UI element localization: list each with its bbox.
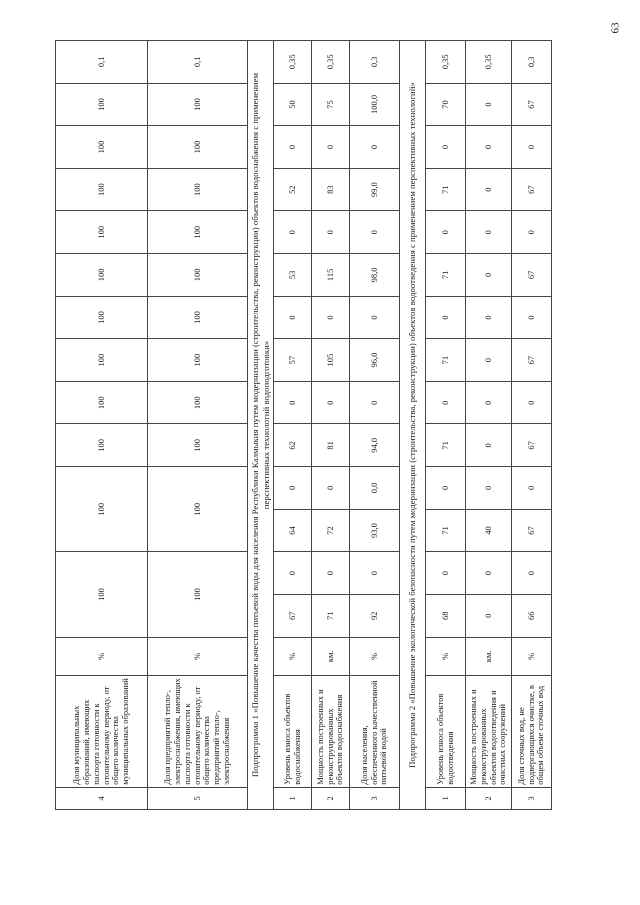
value-cell: 100: [56, 126, 148, 169]
value-cell: 0: [274, 381, 312, 424]
row-number: 3: [350, 787, 400, 809]
indicator-name: Уровень износа объектов водоснабжения: [274, 676, 312, 788]
value-cell: 0,3: [350, 41, 400, 84]
value-cell: 0: [466, 211, 512, 254]
value-cell: 67: [274, 594, 312, 637]
value-cell: 0: [274, 211, 312, 254]
value-cell: 0: [426, 467, 466, 510]
indicator-name: Доля сточных вод, не подвергающихся очистке, в общем объеме сточных вод: [512, 676, 552, 788]
row-number: 5: [148, 787, 248, 809]
value-cell: 0: [466, 594, 512, 637]
value-cell: 0: [512, 467, 552, 510]
value-cell: 100: [148, 552, 248, 637]
value-cell: 71: [426, 168, 466, 211]
value-cell: 71: [426, 254, 466, 297]
subprogram-title: Подпрограмма 2 «Повышение экологической безопасности путем модернизации (строительства, реконструкции) объектов водоотведения с применением перспективных технологий»: [400, 41, 426, 810]
value-cell: 100: [148, 467, 248, 552]
indicator-name: Доля предприятий тепло-, электроснабжения, имеющих паспорта готовности к отопительному периоду, от общего количества предприятий тепло-, электроснабжения: [148, 676, 248, 788]
unit-cell: %: [148, 637, 248, 676]
value-cell: 0: [274, 296, 312, 339]
value-cell: 100,0: [350, 83, 400, 126]
value-cell: 71: [312, 594, 350, 637]
value-cell: 0: [426, 211, 466, 254]
value-cell: 100: [148, 126, 248, 169]
value-cell: 67: [512, 339, 552, 382]
table-row: [148, 41, 248, 810]
value-cell: 98,0: [350, 254, 400, 297]
value-cell: 67: [512, 83, 552, 126]
value-cell: 0: [312, 381, 350, 424]
indicator-name: Мощность построенных и реконструированных объектов водоснабжения: [312, 676, 350, 788]
value-cell: 0: [466, 552, 512, 595]
value-cell: 0: [350, 296, 400, 339]
value-cell: 0: [466, 296, 512, 339]
indicator-name: Уровень износа объектов водоотведения: [426, 676, 466, 788]
value-cell: 0: [312, 552, 350, 595]
value-cell: 57: [274, 339, 312, 382]
value-cell: 0: [312, 296, 350, 339]
value-cell: 100: [56, 424, 148, 467]
value-cell: 71: [426, 339, 466, 382]
table-row: [426, 41, 466, 810]
table-row: [350, 41, 400, 810]
value-cell: 100: [148, 168, 248, 211]
value-cell: 0: [466, 467, 512, 510]
value-cell: 100: [148, 211, 248, 254]
value-cell: 0,35: [274, 41, 312, 84]
value-cell: 71: [426, 424, 466, 467]
value-cell: 0: [466, 168, 512, 211]
value-cell: 0,35: [426, 41, 466, 84]
value-cell: 105: [312, 339, 350, 382]
table-row: [56, 41, 148, 810]
unit-cell: %: [56, 637, 148, 676]
value-cell: 68: [426, 594, 466, 637]
subprogram-header-row: [400, 41, 426, 810]
value-cell: 0: [312, 467, 350, 510]
value-cell: 100: [148, 381, 248, 424]
value-cell: 0,35: [312, 41, 350, 84]
value-cell: 40: [466, 509, 512, 552]
value-cell: 0: [350, 381, 400, 424]
value-cell: 0: [426, 296, 466, 339]
value-cell: 83: [312, 168, 350, 211]
value-cell: 0: [512, 381, 552, 424]
row-number: 1: [426, 787, 466, 809]
value-cell: 100: [56, 168, 148, 211]
value-cell: 0,0: [350, 467, 400, 510]
row-number: 2: [312, 787, 350, 809]
value-cell: 0: [512, 296, 552, 339]
value-cell: 0: [512, 552, 552, 595]
value-cell: 53: [274, 254, 312, 297]
value-cell: 0,1: [56, 41, 148, 84]
value-cell: 0: [426, 381, 466, 424]
value-cell: 0,35: [466, 41, 512, 84]
value-cell: 93,0: [350, 509, 400, 552]
value-cell: 100: [148, 424, 248, 467]
value-cell: 100: [148, 254, 248, 297]
table-row: [512, 41, 552, 810]
value-cell: 92: [350, 594, 400, 637]
value-cell: 100: [56, 211, 148, 254]
value-cell: 100: [56, 381, 148, 424]
indicators-table: [55, 40, 552, 810]
value-cell: 62: [274, 424, 312, 467]
value-cell: 0,1: [148, 41, 248, 84]
value-cell: 0: [312, 211, 350, 254]
value-cell: 0: [426, 126, 466, 169]
value-cell: 99,0: [350, 168, 400, 211]
subprogram-title: Подпрограмма 1 «Повышение качества питьевой воды для населения Республики Калмыкия путем модернизации (строительства, реконструкции) объектов водоснабжения с применением перспективных технологий водоподготовки»: [248, 41, 274, 810]
value-cell: 67: [512, 254, 552, 297]
value-cell: 0: [350, 126, 400, 169]
row-number: 4: [56, 787, 148, 809]
row-number: 2: [466, 787, 512, 809]
subprogram-header-row: [248, 41, 274, 810]
value-cell: 0: [274, 552, 312, 595]
value-cell: 67: [512, 509, 552, 552]
unit-cell: %: [512, 637, 552, 676]
value-cell: 67: [512, 424, 552, 467]
value-cell: 0: [512, 126, 552, 169]
value-cell: 70: [426, 83, 466, 126]
value-cell: 81: [312, 424, 350, 467]
value-cell: 100: [56, 467, 148, 552]
table-row: [312, 41, 350, 810]
value-cell: 64: [274, 509, 312, 552]
indicator-name: Доля муниципальных образований, имеющих паспорта готовности к отопительному периоду, от общего количества муниципальных образований: [56, 676, 148, 788]
value-cell: 71: [426, 509, 466, 552]
value-cell: 0: [466, 381, 512, 424]
unit-cell: %: [426, 637, 466, 676]
value-cell: 100: [56, 83, 148, 126]
value-cell: 0: [466, 254, 512, 297]
value-cell: 100: [148, 339, 248, 382]
unit-cell: км.: [466, 637, 512, 676]
value-cell: 115: [312, 254, 350, 297]
value-cell: 100: [56, 552, 148, 637]
table-row: [466, 41, 512, 810]
value-cell: 0: [466, 424, 512, 467]
value-cell: 100: [56, 339, 148, 382]
value-cell: 0: [274, 126, 312, 169]
value-cell: 0,3: [512, 41, 552, 84]
unit-cell: %: [350, 637, 400, 676]
value-cell: 0: [466, 83, 512, 126]
value-cell: 50: [274, 83, 312, 126]
indicator-name: Мощность построенных и реконструированных объектов водоотведения и очистных сооружений: [466, 676, 512, 788]
unit-cell: %: [274, 637, 312, 676]
value-cell: 0: [466, 339, 512, 382]
value-cell: 0: [274, 467, 312, 510]
value-cell: 96,0: [350, 339, 400, 382]
value-cell: 66: [512, 594, 552, 637]
indicator-name: Доля населения, обеспеченного качественной питьевой водой: [350, 676, 400, 788]
value-cell: 0: [512, 211, 552, 254]
value-cell: 0: [426, 552, 466, 595]
value-cell: 100: [148, 296, 248, 339]
value-cell: 0: [312, 126, 350, 169]
value-cell: 72: [312, 509, 350, 552]
value-cell: 67: [512, 168, 552, 211]
unit-cell: км.: [312, 637, 350, 676]
row-number: 3: [512, 787, 552, 809]
table-row: [274, 41, 312, 810]
value-cell: 100: [56, 254, 148, 297]
page-number: 63: [609, 22, 622, 34]
value-cell: 75: [312, 83, 350, 126]
value-cell: 52: [274, 168, 312, 211]
value-cell: 0: [466, 126, 512, 169]
value-cell: 94,0: [350, 424, 400, 467]
value-cell: 100: [56, 296, 148, 339]
value-cell: 100: [148, 83, 248, 126]
value-cell: 0: [350, 552, 400, 595]
row-number: 1: [274, 787, 312, 809]
value-cell: 0: [350, 211, 400, 254]
